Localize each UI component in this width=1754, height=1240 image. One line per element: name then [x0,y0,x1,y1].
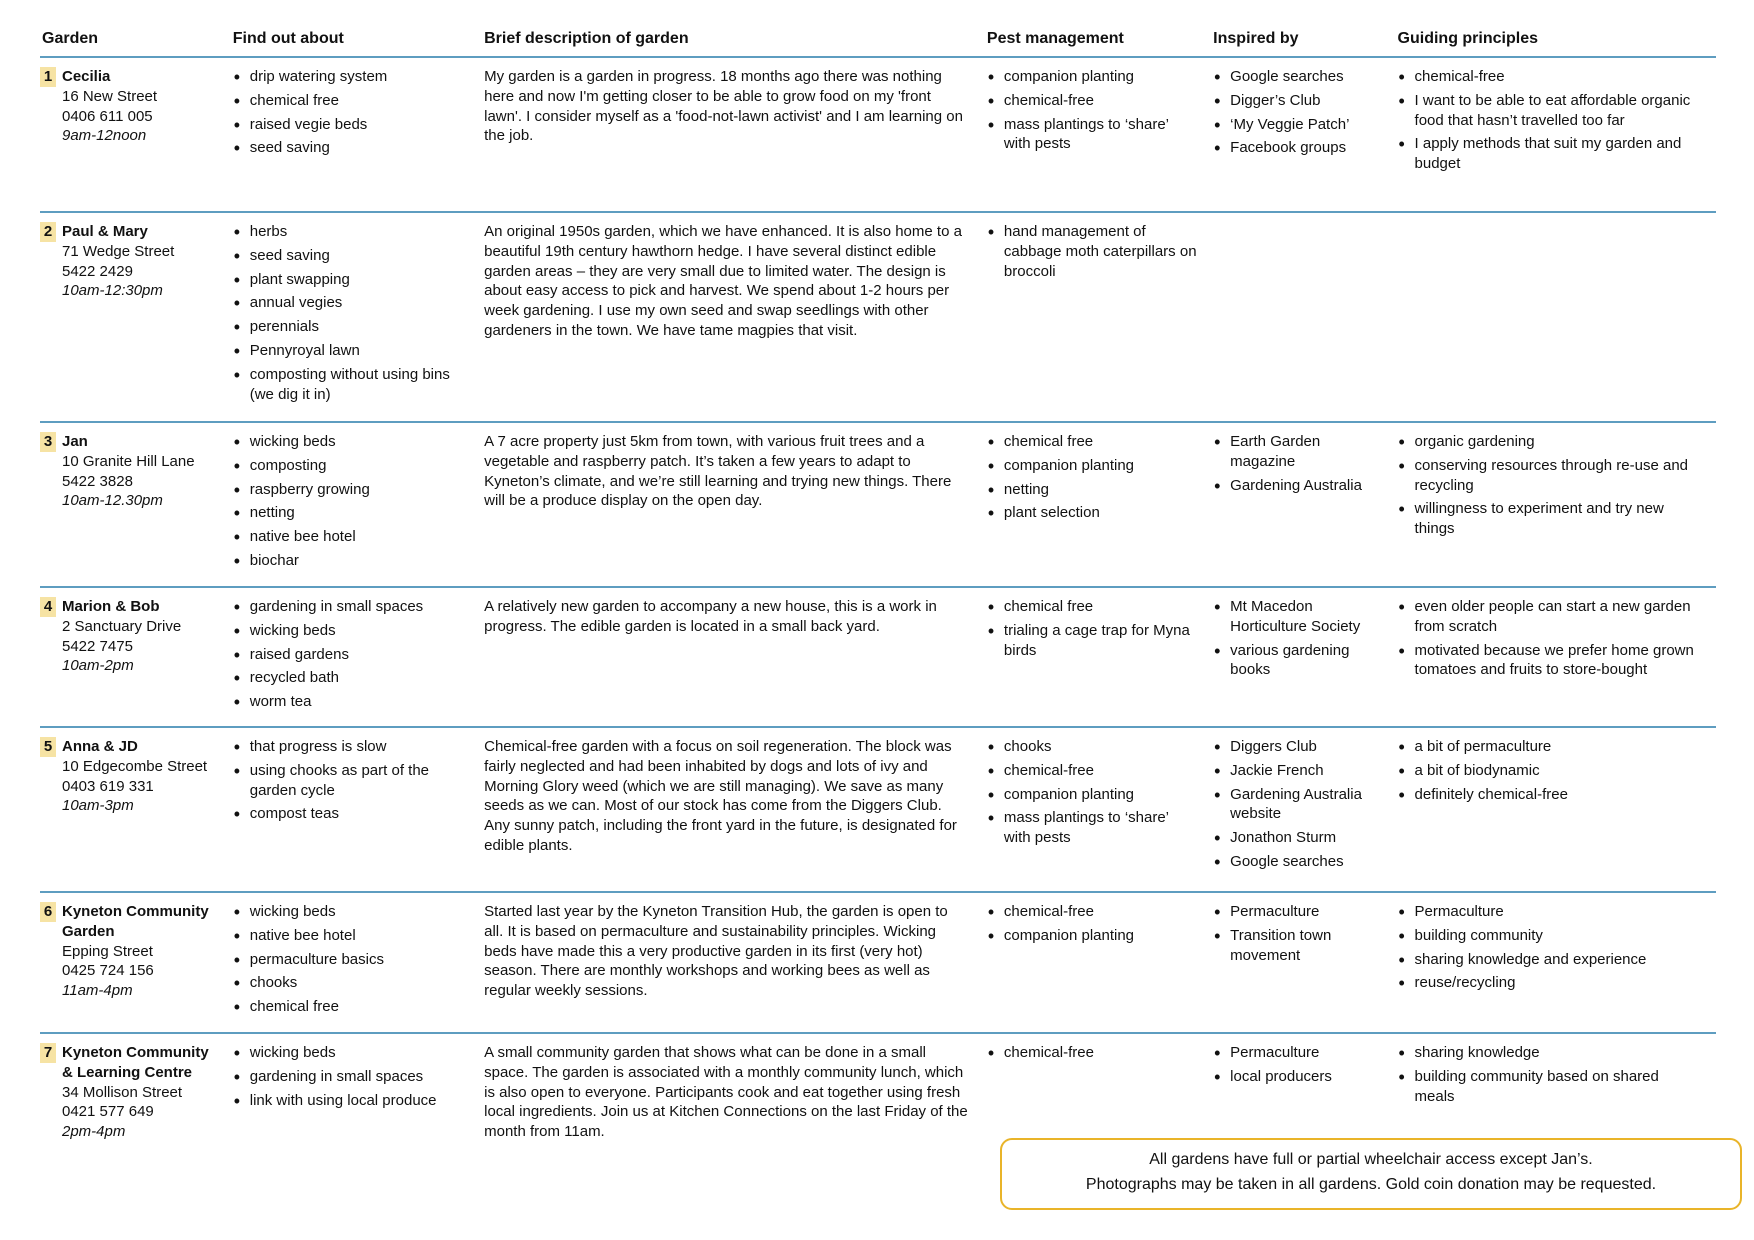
find-out-about-cell [233,727,484,892]
garden-phone: 0406 611 005 [62,107,153,125]
garden-address: 10 Granite Hill Lane [62,452,195,470]
garden-open-hours: 10am-2pm [62,657,134,675]
bullet-item: • drip watering system [233,67,468,87]
access-note-line1: All gardens have full or partial wheelchair access except Jan’s. [1149,1151,1593,1168]
inspired-by-cell [1213,727,1397,892]
find-out-about-list [233,1043,468,1110]
pest-management-list [987,1043,1197,1063]
inspired-by-cell [1213,892,1397,1033]
table-row [40,727,1716,892]
garden-description: Chemical-free garden with a focus on soil regeneration. The block was fairly neglected and had been inhabited by dogs and lots of ivy and Morning Glory weed (which we are still managing). We save as many seeds as we can. Most of our stock has come from the Diggers Club. Any sunny patch, including the front yard in the future, is designated for edible plants. [484,738,957,854]
bullet-item: • Gardening Australia [1213,476,1381,496]
garden-phone: 5422 3828 [62,472,133,490]
bullet-item: • Jonathon Sturm [1213,828,1381,848]
bullet-item: • wicking beds [233,1043,468,1063]
garden-description: A 7 acre property just 5km from town, with various fruit trees and a vegetable and raspberry patch. It’s taken a few years to adapt to Kyneton’s climate, and we’re still learning and trying new things. There will be a produce display on the open day. [484,433,952,510]
column-header-inspired-by: Inspired by [1213,30,1299,47]
garden-address: 34 Mollison Street [62,1083,183,1101]
table-row [40,57,1716,212]
bullet-item: • chemical-free [987,1043,1197,1063]
bullet-item: • native bee hotel [233,527,468,547]
bullet-item: • permaculture basics [233,950,468,970]
pest-management-list [987,902,1197,946]
bullet-item: • companion planting [987,67,1197,87]
garden-table [40,30,1716,1218]
column-header-description: Brief description of garden [484,30,689,47]
bullet-item: • raspberry growing [233,480,468,500]
bullet-item: • perennials [233,317,468,337]
bullet-item: • motivated because we prefer home grown tomatoes and fruits to store-bought [1398,641,1700,681]
bullet-item: • ‘My Veggie Patch’ [1213,115,1381,135]
garden-cell [40,57,233,212]
guiding-principles-cell [1398,587,1716,727]
bullet-item: • seed saving [233,246,468,266]
bullet-item: • even older people can start a new garden from scratch [1398,597,1700,637]
bullet-item: • willingness to experiment and try new things [1398,499,1700,539]
bullet-item: • sharing knowledge and experience [1398,950,1700,970]
guiding-principles-list [1398,1043,1700,1106]
bullet-item: • trialing a cage trap for Myna birds [987,621,1197,661]
guiding-principles-list [1398,597,1700,680]
bullet-item: • Jackie French [1213,761,1381,781]
description-cell [484,587,987,727]
bullet-item: • wicking beds [233,621,468,641]
bullet-item: • worm tea [233,692,468,712]
bullet-item: • Facebook groups [1213,138,1381,158]
find-out-about-cell [233,892,484,1033]
inspired-by-list [1213,1043,1381,1087]
garden-number-badge: 4 [40,597,56,617]
bullet-item: • recycled bath [233,668,468,688]
find-out-about-list [233,67,468,158]
access-note-line2: Photographs may be taken in all gardens. Gold coin donation may be requested. [1085,1175,1657,1193]
bullet-item: • companion planting [987,926,1197,946]
guiding-principles-cell [1398,212,1716,422]
column-header-find-out-about: Find out about [232,30,344,47]
garden-cell [40,422,233,587]
pest-management-list [987,597,1197,660]
bullet-item: • companion planting [987,785,1197,805]
find-out-about-list [233,597,468,712]
guiding-principles-cell [1398,422,1716,587]
bullet-item: • plant swapping [233,270,468,290]
bullet-item: • raised vegie beds [233,115,468,135]
garden-open-hours: 11am-4pm [62,982,133,1000]
inspired-by-cell [1213,422,1397,587]
bullet-item: • chemical-free [987,902,1197,922]
bullet-item: • chemical-free [1398,67,1700,87]
bullet-item: • netting [233,503,468,523]
bullet-item: • chooks [987,737,1197,757]
inspired-by-list [1213,67,1381,158]
table-header-row [40,30,1716,57]
garden-number-badge: 3 [40,432,56,452]
column-header-garden: Garden [42,30,99,47]
garden-phone: 5422 2429 [62,262,133,280]
guiding-principles-list [1398,432,1700,539]
guiding-principles-list [1398,67,1700,174]
bullet-item: • I want to be able to eat affordable organic food that hasn’t travelled too far [1398,91,1700,131]
garden-cell [40,1033,233,1218]
garden-cell [40,727,233,892]
bullet-item: • reuse/recycling [1398,973,1700,993]
bullet-item: • composting without using bins (we dig it in) [233,365,468,405]
bullet-item: • hand management of cabbage moth caterpillars on broccoli [987,222,1197,281]
bullet-item: • Permaculture [1398,902,1700,922]
garden-name: Cecilia [62,68,111,85]
garden-open-hours: 9am-12noon [62,127,147,145]
garden-open-hours: 2pm-4pm [62,1123,126,1141]
find-out-about-cell [233,422,484,587]
bullet-item: • a bit of biodynamic [1398,761,1700,781]
garden-number-badge: 7 [40,1043,56,1063]
bullet-item: • plant selection [987,503,1197,523]
bullet-item: • composting [233,456,468,476]
bullet-item: • seed saving [233,138,468,158]
garden-name: Marion & Bob [62,598,160,615]
bullet-item: • biochar [233,551,468,571]
bullet-item: • mass plantings to ‘share’ with pests [987,115,1197,155]
bullet-item: • chemical-free [987,761,1197,781]
bullet-item: • chemical free [233,91,468,111]
bullet-item: • various gardening books [1213,641,1381,681]
pest-management-list [987,222,1197,281]
bullet-item: • Diggers Club [1213,737,1381,757]
guiding-principles-list [1398,902,1700,993]
description-cell [484,422,987,587]
garden-address: 16 New Street [62,87,158,105]
inspired-by-list [1213,737,1381,872]
pest-management-list [987,67,1197,154]
pest-management-cell [987,727,1213,892]
garden-phone: 0403 619 331 [62,777,154,795]
garden-name: Kyneton Community & Learning Centre [62,1044,209,1081]
garden-number-badge: 5 [40,737,56,757]
bullet-item: • building community [1398,926,1700,946]
garden-name: Anna & JD [62,738,138,755]
garden-number-badge: 2 [40,222,56,242]
garden-description: My garden is a garden in progress. 18 months ago there was nothing here and now I'm getting closer to be able to grow food on my 'front lawn'. I consider myself as a 'food-not-lawn activist' and I am learning on the job. [484,68,963,145]
bullet-item: • organic gardening [1398,432,1700,452]
bullet-item: • wicking beds [233,902,468,922]
bullet-item: • Permaculture [1213,1043,1381,1063]
garden-phone: 0425 724 156 [62,962,154,980]
garden-cell [40,587,233,727]
bullet-item: • herbs [233,222,468,242]
bullet-item: • chemical free [233,997,468,1017]
description-cell [484,57,987,212]
bullet-item: • Google searches [1213,67,1381,87]
inspired-by-cell [1213,212,1397,422]
garden-address: 71 Wedge Street [62,242,175,260]
bullet-item: • definitely chemical-free [1398,785,1700,805]
pest-management-cell [987,57,1213,212]
garden-address: 2 Sanctuary Drive [62,617,182,635]
bullet-item: • a bit of permaculture [1398,737,1700,757]
bullet-item: • chemical free [987,597,1197,617]
guiding-principles-cell [1398,57,1716,212]
find-out-about-list [233,222,468,404]
bullet-item: • native bee hotel [233,926,468,946]
table-row [40,892,1716,1033]
garden-cell [40,212,233,422]
bullet-item: • link with using local produce [233,1091,468,1111]
garden-phone: 0421 577 649 [62,1103,154,1121]
garden-name: Kyneton Community Garden [62,903,209,940]
bullet-item: • that progress is slow [233,737,468,757]
inspired-by-list [1213,597,1381,680]
find-out-about-cell [233,587,484,727]
bullet-item: • gardening in small spaces [233,597,468,617]
description-cell [484,727,987,892]
bullet-item: • Pennyroyal lawn [233,341,468,361]
garden-description: Started last year by the Kyneton Transition Hub, the garden is open to all. It is based on permaculture and sustainability principles. Wicking beds have made this a very productive garden in its first (very hot) season. There are monthly workshops and working bees as well as regular weekly sessions. [484,903,948,1000]
bullet-item: • mass plantings to ‘share’ with pests [987,808,1197,848]
bullet-item: • companion planting [987,456,1197,476]
garden-name: Paul & Mary [62,223,148,240]
bullet-item: • I apply methods that suit my garden and budget [1398,134,1700,174]
garden-address: Epping Street [62,942,153,960]
table-row [40,422,1716,587]
find-out-about-cell [233,1033,484,1218]
table-row [40,587,1716,727]
bullet-item: • annual vegies [233,293,468,313]
find-out-about-cell [233,57,484,212]
garden-cell [40,892,233,1033]
bullet-item: • netting [987,480,1197,500]
garden-address: 10 Edgecombe Street [62,757,208,775]
table-row [40,212,1716,422]
bullet-item: • sharing knowledge [1398,1043,1700,1063]
garden-number-badge: 6 [40,902,56,922]
description-cell [484,1033,987,1218]
bullet-item: • Google searches [1213,852,1381,872]
inspired-by-list [1213,432,1381,495]
inspired-by-cell [1213,587,1397,727]
bullet-item: • Permaculture [1213,902,1381,922]
garden-description: A relatively new garden to accompany a new house, this is a work in progress. The edible garden is located in a small back yard. [484,598,937,635]
bullet-item: • building community based on shared meals [1398,1067,1700,1107]
bullet-item: • gardening in small spaces [233,1067,468,1087]
bullet-item: • local producers [1213,1067,1381,1087]
bullet-item: • Earth Garden magazine [1213,432,1381,472]
bullet-item: • Gardening Australia website [1213,785,1381,825]
garden-description: A small community garden that shows what can be done in a small space. The garden is associated with a monthly community lunch, which is also open to everyone. Participants cook and eat together using fresh local ingredients. Join us at Kitchen Connections on the last Friday of the month from 11am. [484,1044,968,1141]
description-cell [484,212,987,422]
bullet-item: • using chooks as part of the garden cycle [233,761,468,801]
access-note-box [1000,1138,1742,1210]
bullet-item: • chooks [233,973,468,993]
pest-management-cell [987,422,1213,587]
bullet-item: • conserving resources through re-use and recycling [1398,456,1700,496]
garden-phone: 5422 7475 [62,637,133,655]
garden-open-hours: 10am-12.30pm [62,492,163,510]
bullet-item: • Digger’s Club [1213,91,1381,111]
inspired-by-list [1213,902,1381,965]
description-cell [484,892,987,1033]
column-header-pest-management: Pest management [986,30,1124,47]
guiding-principles-list [1398,737,1700,804]
guiding-principles-cell [1398,892,1716,1033]
pest-management-list [987,737,1197,848]
bullet-item: • chemical-free [987,91,1197,111]
column-header-guiding-principles: Guiding principles [1397,30,1538,47]
bullet-item: • compost teas [233,804,468,824]
find-out-about-list [233,432,468,571]
garden-open-hours: 10am-3pm [62,797,134,815]
pest-management-cell [987,587,1213,727]
find-out-about-list [233,902,468,1017]
pest-management-cell [987,212,1213,422]
garden-description: An original 1950s garden, which we have enhanced. It is also home to a beautiful 19th century hawthorn hedge. I have several distinct edible garden areas – they are very small due to limited water. The design is about easy access to pick and harvest. We spend about 1-2 hours per week gardening. I use my own seed and swap seedlings with other gardeners in the town. We have tame magpies that visit. [484,223,962,339]
bullet-item: • Transition town movement [1213,926,1381,966]
bullet-item: • wicking beds [233,432,468,452]
bullet-item: • chemical free [987,432,1197,452]
find-out-about-list [233,737,468,824]
pest-management-cell [987,892,1213,1033]
garden-open-hours: 10am-12:30pm [62,282,163,300]
bullet-item: • Mt Macedon Horticulture Society [1213,597,1381,637]
inspired-by-cell [1213,57,1397,212]
bullet-item: • raised gardens [233,645,468,665]
guiding-principles-cell [1398,727,1716,892]
garden-number-badge: 1 [40,67,56,87]
pest-management-list [987,432,1197,523]
garden-name: Jan [62,433,88,450]
find-out-about-cell [233,212,484,422]
